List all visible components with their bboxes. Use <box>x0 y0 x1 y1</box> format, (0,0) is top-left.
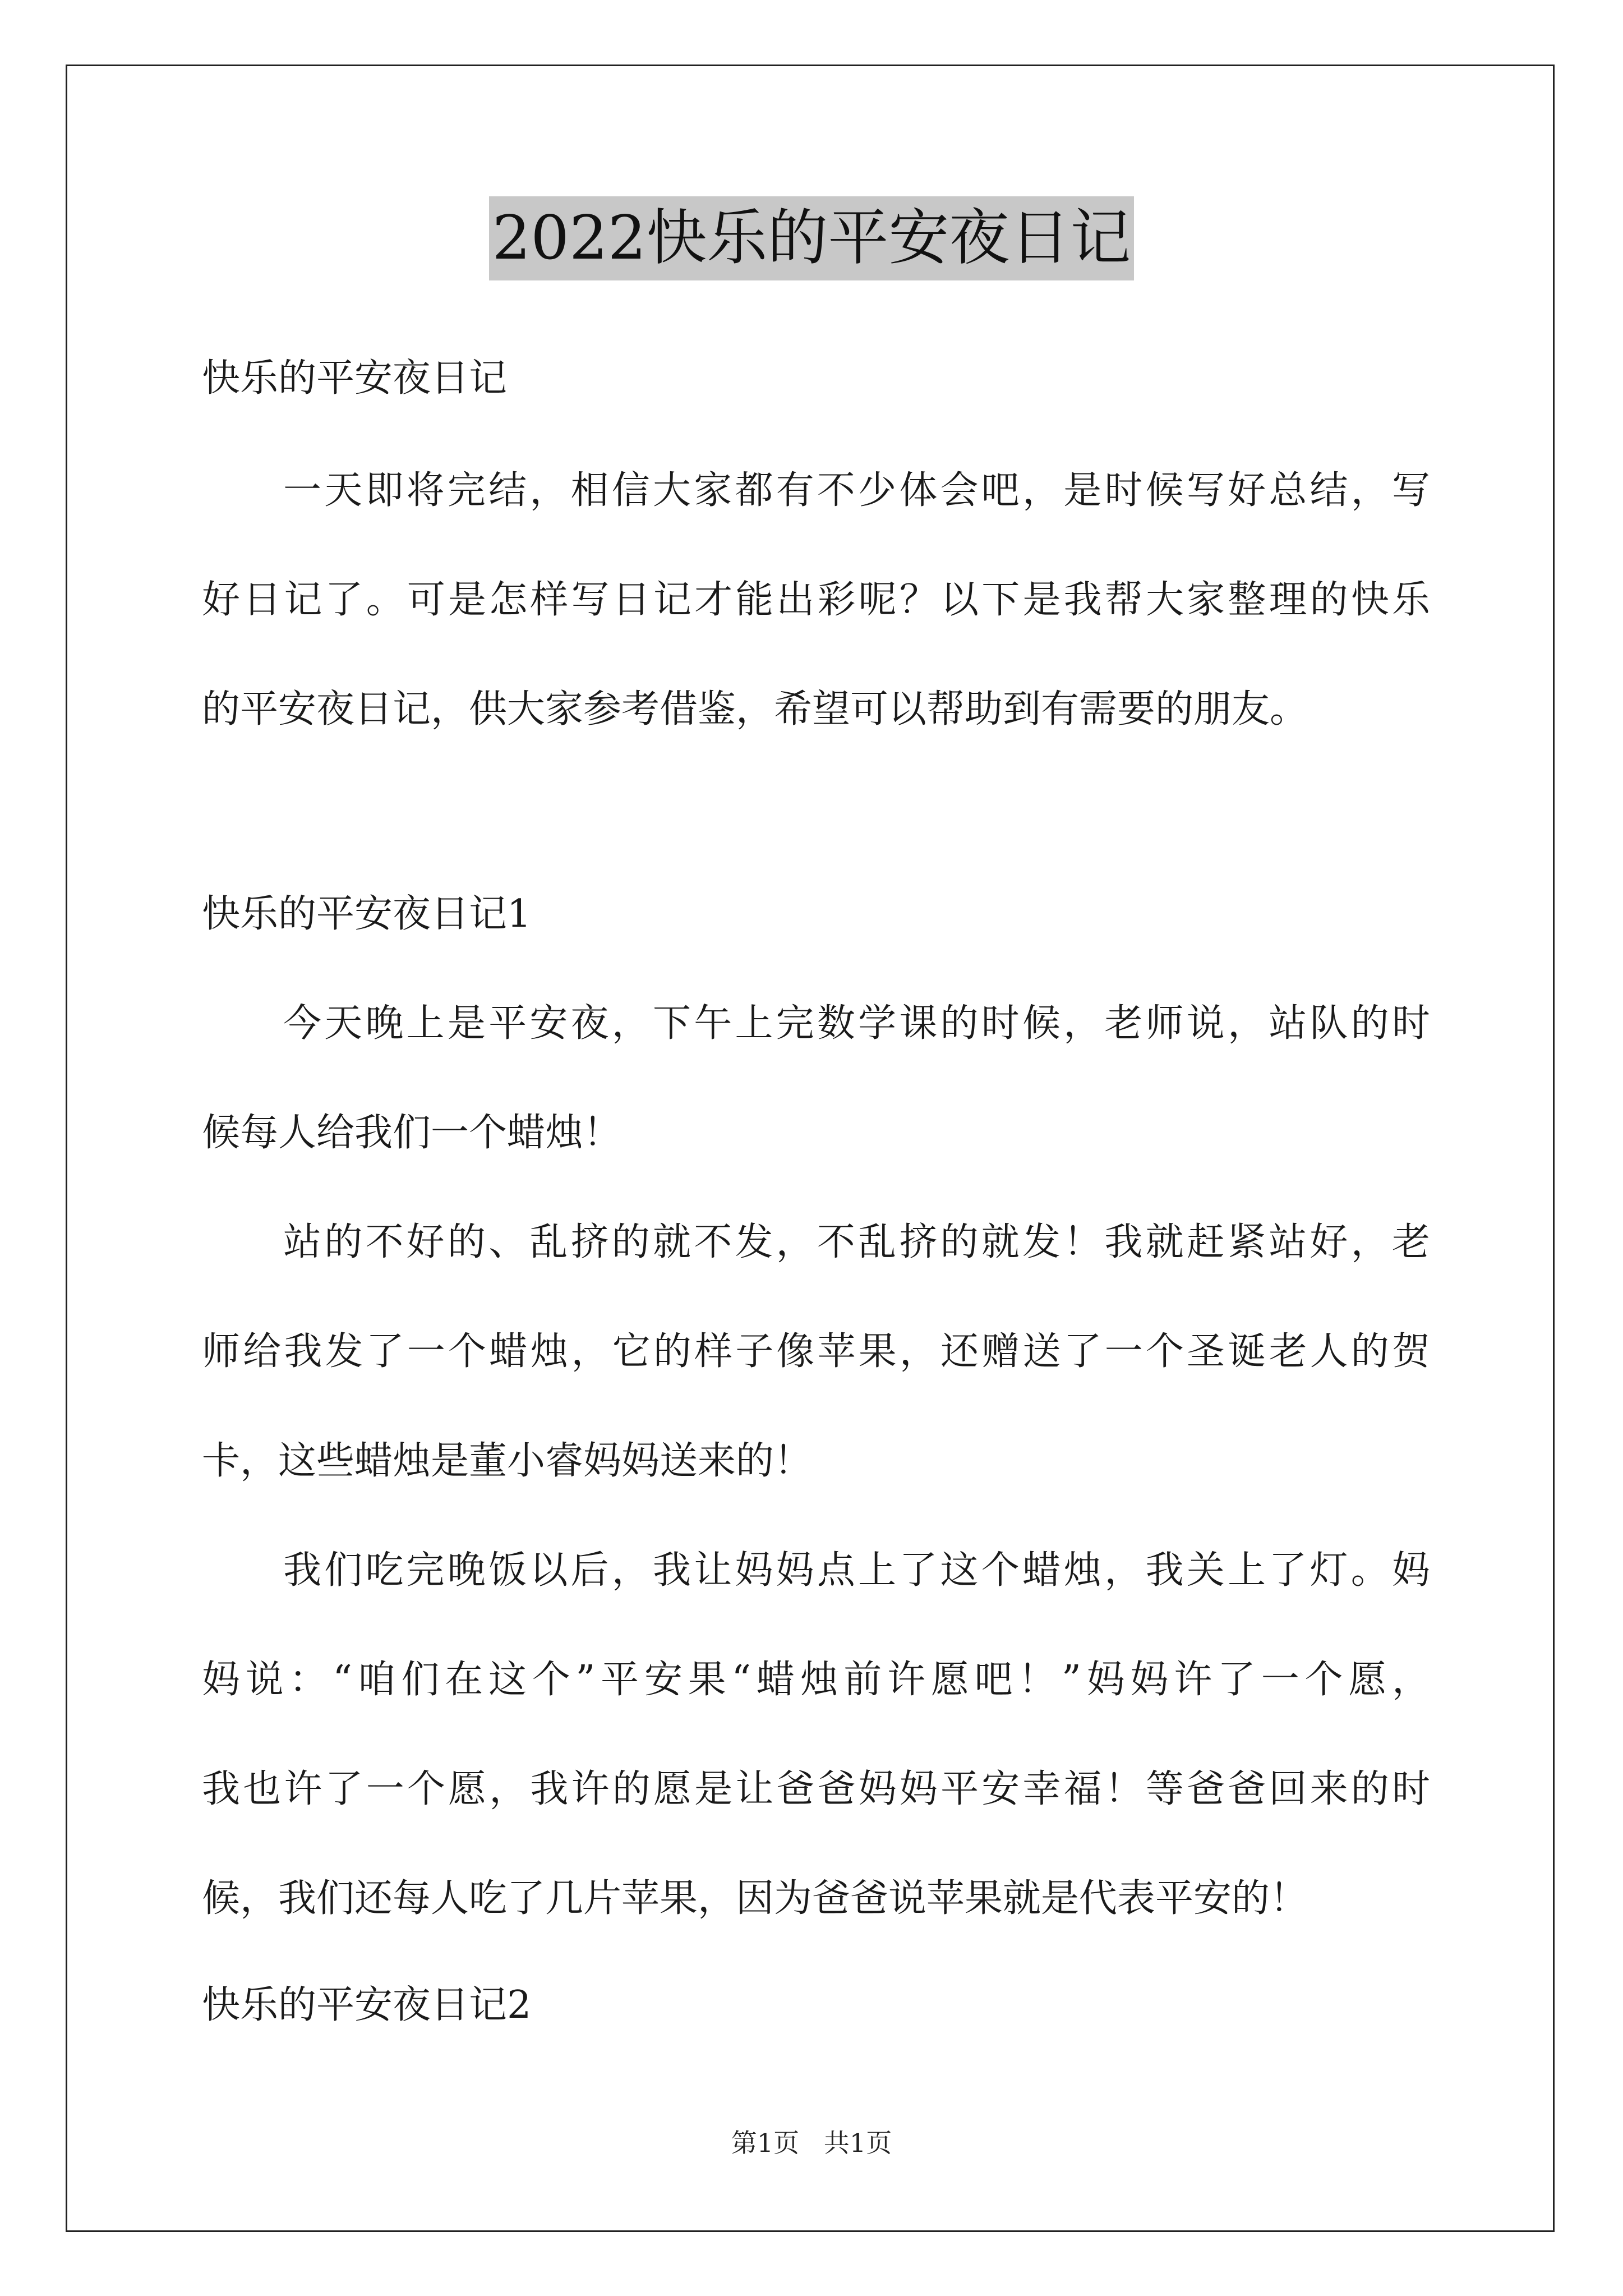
section-1-heading: 快乐的平安夜日记1 <box>202 892 532 936</box>
section-1-line-8: 我也许了一个愿，我许的愿是让爸爸妈妈平安幸福！等爸爸回来的时 <box>202 1767 1430 1811</box>
section-1-line-6: 我们吃完晚饭以后，我让妈妈点上了这个蜡烛，我关上了灯。妈 <box>283 1548 1430 1593</box>
section-1-line-3: 站的不好的、乱挤的就不发，不乱挤的就发！我就赶紧站好，老 <box>283 1220 1430 1264</box>
section-1-line-9: 候，我们还每人吃了几片苹果，因为爸爸说苹果就是代表平安的！ <box>202 1876 1308 1921</box>
section-1-line-4: 师给我发了一个蜡烛，它的样子像苹果，还赠送了一个圣诞老人的贺 <box>202 1329 1430 1374</box>
section-1-line-5: 卡，这些蜡烛是董小睿妈妈送来的！ <box>202 1439 813 1483</box>
intro-line-3: 的平安夜日记，供大家参考借鉴，希望可以帮助到有需要的朋友。 <box>202 687 1308 731</box>
title-container <box>0 196 1623 280</box>
document-subtitle: 快乐的平安夜日记 <box>202 356 508 401</box>
section-1-line-7: 妈说：“咱们在这个”平安果“蜡烛前许愿吧！”妈妈许了一个愿， <box>202 1658 1430 1702</box>
intro-line-2: 好日记了。可是怎样写日记才能出彩呢？以下是我帮大家整理的快乐 <box>202 578 1430 622</box>
section-1-line-1: 今天晚上是平安夜，下午上完数学课的时候，老师说，站队的时 <box>283 1001 1430 1046</box>
intro-line-1: 一天即将完结，相信大家都有不少体会吧，是时候写好总结，写 <box>283 468 1430 513</box>
page-footer: 第1页 共1页 <box>731 2128 892 2158</box>
section-2-heading: 快乐的平安夜日记2 <box>202 1983 532 2027</box>
document-title: 2022快乐的平安夜日记 <box>489 196 1135 280</box>
section-1-line-2: 候每人给我们一个蜡烛！ <box>202 1111 622 1155</box>
